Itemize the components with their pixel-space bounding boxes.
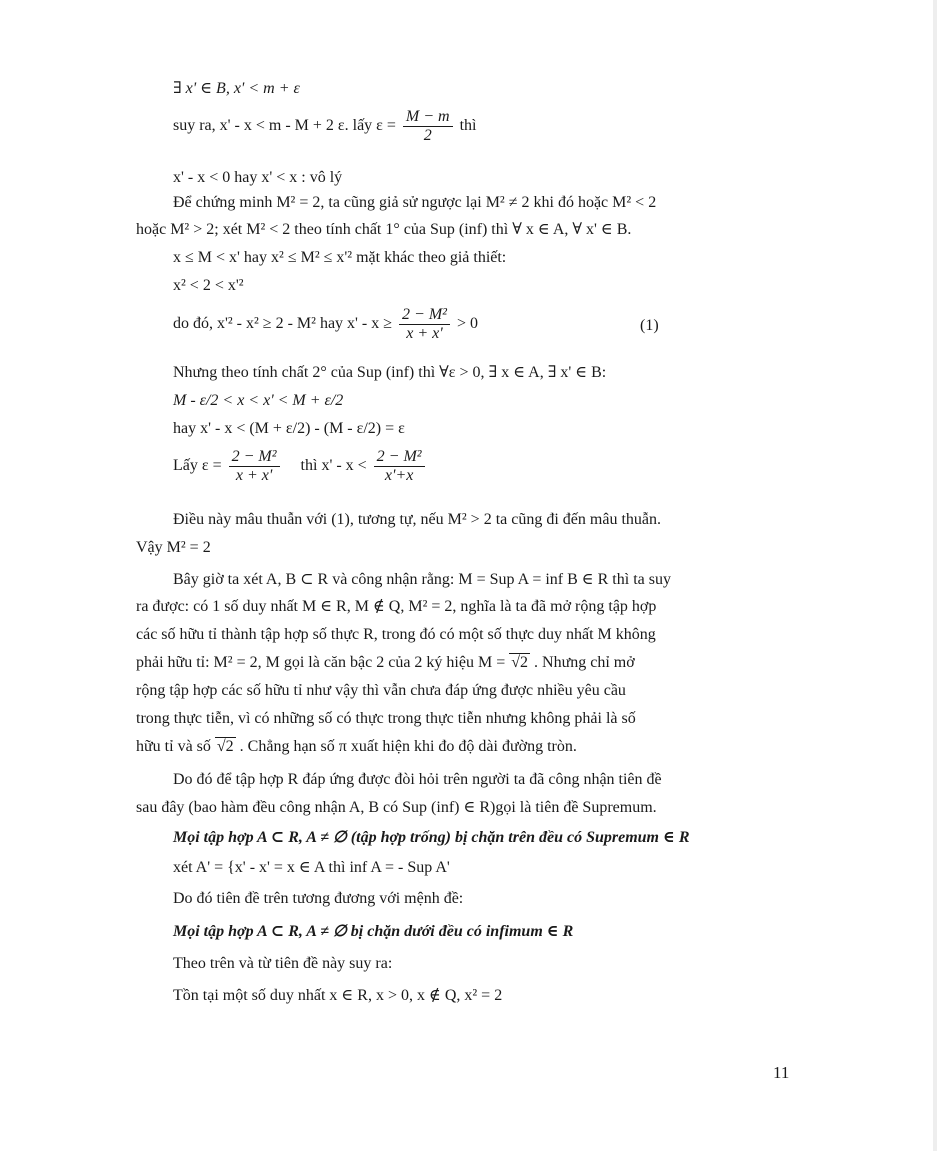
line-de-chung-minh: Để chứng minh M² = 2, ta cũng giả sử ngược lại M² ≠ 2 khi đó hoặc M² < 2 xyxy=(173,194,657,211)
fraction-2-minus-M2-over-x-plus-xprime xyxy=(399,306,450,343)
line-ra-duoc: ra được: có 1 số duy nhất M ∈ R, M ∉ Q, M² = 2, nghĩa là ta đã mở rộng tập hợp xyxy=(136,598,657,615)
line-do-do xyxy=(173,306,478,343)
fraction-numerator: M − m xyxy=(403,108,453,127)
line-x-le-M: x ≤ M < x' hay x² ≤ M² ≤ x'² mặt khác theo giả thiết: xyxy=(173,249,507,266)
line-vo-ly: x' - x < 0 hay x' < x : vô lý xyxy=(173,169,343,186)
equation-number-1: (1) xyxy=(640,317,659,334)
scan-edge xyxy=(933,0,937,1151)
line-M-minus-eps: M - ε/2 < x < x' < M + ε/2 xyxy=(173,392,344,409)
line-rong-tap-hop: rộng tập hợp các số hữu tỉ như vậy thì vẫn chưa đáp ứng được nhiều yêu cầu xyxy=(136,682,626,699)
line-x2-lt-2: x² < 2 < x'² xyxy=(173,277,244,294)
line-suy-ra-lay-epsilon xyxy=(173,108,477,145)
line-trong-thuc-tien: trong thực tiễn, vì có những số có thực trong thực tiễn nhưng không phải là số xyxy=(136,710,636,727)
line-cac-so-huu-ti: các số hữu tỉ thành tập hợp số thực R, trong đó có một số thực duy nhất M không xyxy=(136,626,656,643)
text-huu-ti-va-so: hữu tỉ và số xyxy=(136,738,211,755)
sqrt-2-symbol: √2 xyxy=(511,654,529,671)
text-thi: thì xyxy=(459,117,477,135)
text-lay-eps: Lấy ε = xyxy=(173,457,222,475)
line-nhung-theo-tinh-chat: Nhưng theo tính chất 2° của Sup (inf) thì ∀ε > 0, ∃ x ∈ A, ∃ x' ∈ B: xyxy=(173,364,607,381)
line-dieu-nay-mau-thuan: Điều này mâu thuẫn với (1), tương tự, nếu M² > 2 ta cũng đi đến mâu thuẫn. xyxy=(173,511,661,528)
fraction-numerator: 2 − M² xyxy=(374,448,425,467)
line-ton-tai: Tồn tại một số duy nhất x ∈ R, x > 0, x ∉ Q, x² = 2 xyxy=(173,987,503,1004)
axiom-supremum: Mọi tập hợp A ⊂ R, A ≠ ∅ (tập hợp trống) bị chặn trên đều có Supremum ∈ R xyxy=(173,829,690,846)
fraction-denominator: x + x' xyxy=(235,467,273,484)
fraction-numerator: 2 − M² xyxy=(229,448,280,467)
line-bay-gio: Bây giờ ta xét A, B ⊂ R và công nhận rằng: M = Sup A = inf B ∈ R thì ta suy xyxy=(173,571,671,588)
text-do-do: do đó, x'² - x² ≥ 2 - M² hay x' - x ≥ xyxy=(173,315,393,333)
fraction-denominator: 2 xyxy=(423,127,432,144)
page-number: 11 xyxy=(773,1063,790,1082)
text-chang-han: . Chẳng hạn số π xuất hiện khi đo độ dài đường tròn. xyxy=(239,738,577,755)
text-thi-x-prime: thì x' - x < xyxy=(300,457,367,475)
line-exists-x-prime: ∃ x' ∈ B, x' < m + ε xyxy=(173,80,300,97)
text-suy-ra: suy ra, x' - x < m - M + 2 ε. lấy ε = xyxy=(173,117,396,135)
line-huu-ti-va-so xyxy=(136,737,577,757)
fraction-denominator: x + x' xyxy=(406,325,443,342)
fraction-denominator: x'+x xyxy=(384,467,414,484)
fraction-numerator: 2 − M² xyxy=(399,306,450,325)
line-hoac-M2-gt-2: hoặc M² > 2; xét M² < 2 theo tính chất 1° của Sup (inf) thì ∀ x ∈ A, ∀ x' ∈ B. xyxy=(136,221,632,238)
text-phai-huu-ti: phải hữu tỉ: M² = 2, M gọi là căn bậc 2 của 2 ký hiệu M = xyxy=(136,654,506,671)
line-lay-epsilon xyxy=(173,448,428,485)
line-do-do-de-tap-hop: Do đó để tập hợp R đáp ứng được đòi hỏi trên người ta đã công nhận tiên đề xyxy=(173,771,662,788)
line-xet-A-prime: xét A' = {x' - x' = x ∈ A thì inf A = - Sup A' xyxy=(173,859,450,876)
fraction-M-minus-m-over-2 xyxy=(403,108,453,145)
line-hay-x-prime: hay x' - x < (M + ε/2) - (M - ε/2) = ε xyxy=(173,420,405,437)
fraction-eps-def xyxy=(229,448,280,485)
text-gt-zero: > 0 xyxy=(456,315,478,333)
fraction-bound xyxy=(374,448,425,485)
axiom-infimum: Mọi tập hợp A ⊂ R, A ≠ ∅ bị chặn dưới đều có infimum ∈ R xyxy=(173,923,574,940)
line-do-do-tien-de: Do đó tiên đề trên tương đương với mệnh đề: xyxy=(173,890,464,907)
sqrt-2-symbol-2: √2 xyxy=(216,738,234,755)
line-sau-day: sau đây (bao hàm đều công nhận A, B có Sup (inf) ∈ R)gọi là tiên đề Supremum. xyxy=(136,799,657,816)
line-vay-M2: Vậy M² = 2 xyxy=(136,539,211,556)
line-theo-tren: Theo trên và từ tiên đề này suy ra: xyxy=(173,955,393,972)
text-nhung-chi-mo: . Nhưng chỉ mở xyxy=(534,654,635,671)
line-phai-huu-ti xyxy=(136,653,635,673)
